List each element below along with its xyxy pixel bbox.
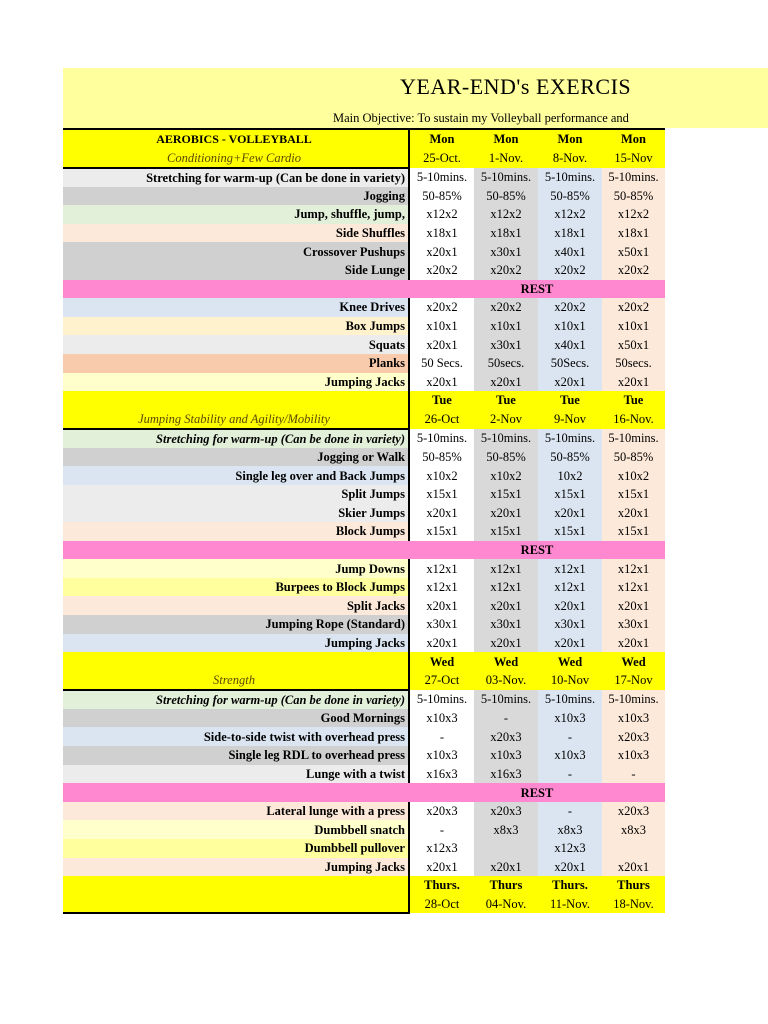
date-label: 27-Oct (409, 671, 474, 690)
table-row (63, 168, 665, 187)
exercise-value: - (474, 709, 538, 728)
day-label: Mon (538, 129, 602, 149)
table-row (63, 578, 665, 597)
exercise-value: x15x1 (538, 485, 602, 504)
date-label: 10-Nov (538, 671, 602, 690)
exercise-value: x30x1 (474, 615, 538, 634)
table-row (63, 765, 665, 784)
exercise-value: x10x3 (602, 709, 665, 728)
exercise-value: x12x1 (474, 578, 538, 597)
exercise-value: x20x2 (538, 298, 602, 317)
exercise-value: x12x1 (538, 559, 602, 578)
date-label: 9-Nov (538, 410, 602, 429)
table-row (63, 298, 665, 317)
exercise-value: - (538, 765, 602, 784)
exercise-name: Squats (63, 335, 409, 354)
date-label: 17-Nov (602, 671, 665, 690)
table-row (63, 727, 665, 746)
section-title (63, 876, 409, 895)
exercise-value: 50-85% (602, 187, 665, 206)
section-subtitle: Conditioning+Few Cardio (63, 149, 409, 168)
section-subheader (63, 671, 665, 690)
exercise-value: 5-10mins. (602, 429, 665, 448)
table-row (63, 709, 665, 728)
table-row (63, 187, 665, 206)
section-title (63, 652, 409, 671)
exercise-value: x20x1 (474, 634, 538, 653)
table-row (63, 466, 665, 485)
exercise-value: x10x2 (602, 466, 665, 485)
exercise-value: x20x2 (538, 261, 602, 280)
table-row (63, 559, 665, 578)
table-row (63, 317, 665, 336)
exercise-value: 50secs. (602, 354, 665, 373)
table-row (63, 242, 665, 261)
exercise-name: Dumbbell pullover (63, 839, 409, 858)
objective-bar (63, 110, 768, 128)
exercise-value: x10x3 (602, 746, 665, 765)
table-row (63, 261, 665, 280)
table-row (63, 596, 665, 615)
day-label: Wed (474, 652, 538, 671)
exercise-value: x50x1 (602, 335, 665, 354)
exercise-value: x15x1 (602, 522, 665, 541)
exercise-value: x50x1 (602, 242, 665, 261)
exercise-value: x12x2 (538, 205, 602, 224)
exercise-value: 5-10mins. (409, 168, 474, 187)
exercise-value: x20x1 (602, 858, 665, 877)
exercise-name: Burpees to Block Jumps (63, 578, 409, 597)
exercise-value: 50secs. (474, 354, 538, 373)
table-row (63, 448, 665, 467)
exercise-value: x15x1 (602, 485, 665, 504)
exercise-value: - (409, 727, 474, 746)
exercise-value: x20x1 (409, 242, 474, 261)
exercise-name: Good Mornings (63, 709, 409, 728)
exercise-name: Block Jumps (63, 522, 409, 541)
exercise-value: x12x1 (538, 578, 602, 597)
exercise-value: x8x3 (538, 820, 602, 839)
sheet-title: YEAR-END's EXERCIS (400, 74, 632, 99)
exercise-value: x20x1 (538, 634, 602, 653)
exercise-name: Single leg RDL to overhead press (63, 746, 409, 765)
exercise-value: 5-10mins. (538, 429, 602, 448)
section-title (63, 391, 409, 410)
exercise-value: x12x3 (538, 839, 602, 858)
exercise-value: x12x1 (602, 578, 665, 597)
exercise-name: Planks (63, 354, 409, 373)
exercise-name: Jumping Jacks (63, 634, 409, 653)
exercise-value: x20x1 (409, 504, 474, 523)
exercise-value: x20x1 (474, 858, 538, 877)
section-subtitle: Strength (63, 671, 409, 690)
exercise-value: x12x2 (409, 205, 474, 224)
section-subheader (63, 149, 665, 168)
day-label: Tue (474, 391, 538, 410)
exercise-value: x8x3 (474, 820, 538, 839)
exercise-value: x12x2 (602, 205, 665, 224)
exercise-value: x16x3 (409, 765, 474, 784)
exercise-value: x20x1 (538, 858, 602, 877)
day-label: Mon (602, 129, 665, 149)
exercise-value: - (538, 802, 602, 821)
exercise-value: x10x3 (538, 709, 602, 728)
exercise-value: 5-10mins. (474, 168, 538, 187)
section-subtitle: Jumping Stability and Agility/Mobility (63, 410, 409, 429)
section-header (63, 876, 665, 895)
table-row (63, 802, 665, 821)
exercise-name: Box Jumps (63, 317, 409, 336)
exercise-value: x20x2 (602, 298, 665, 317)
exercise-value: x18x1 (538, 224, 602, 243)
exercise-value: x10x3 (409, 709, 474, 728)
rest-row (63, 541, 665, 560)
exercise-name: Lateral lunge with a press (63, 802, 409, 821)
exercise-value: x20x3 (409, 802, 474, 821)
exercise-name: Side Lunge (63, 261, 409, 280)
exercise-value: 50Secs. (538, 354, 602, 373)
section-subheader (63, 895, 665, 914)
exercise-value: 5-10mins. (538, 168, 602, 187)
rest-label-cell (63, 280, 409, 299)
section-header (63, 391, 665, 410)
table-row (63, 858, 665, 877)
table-row (63, 820, 665, 839)
day-label: Thurs (474, 876, 538, 895)
section-header (63, 652, 665, 671)
exercise-value: x10x2 (409, 466, 474, 485)
date-label: 2-Nov (474, 410, 538, 429)
exercise-value: 5-10mins. (474, 690, 538, 709)
rest-label: REST (409, 280, 665, 299)
exercise-name: Split Jacks (63, 596, 409, 615)
exercise-value: 50-85% (474, 187, 538, 206)
section-header (63, 129, 665, 149)
exercise-value: 50-85% (538, 448, 602, 467)
exercise-table (63, 128, 665, 914)
section-subheader (63, 410, 665, 429)
table-row (63, 224, 665, 243)
exercise-value: x15x1 (409, 485, 474, 504)
exercise-value: x30x1 (538, 615, 602, 634)
rest-label-cell (63, 541, 409, 560)
table-row (63, 485, 665, 504)
day-label: Wed (409, 652, 474, 671)
exercise-value: x20x1 (474, 373, 538, 392)
table-row (63, 429, 665, 448)
exercise-name: Jogging (63, 187, 409, 206)
day-label: Wed (602, 652, 665, 671)
exercise-name: Jumping Jacks (63, 373, 409, 392)
date-label: 11-Nov. (538, 895, 602, 914)
exercise-value: x20x1 (538, 596, 602, 615)
exercise-value: x20x2 (409, 261, 474, 280)
exercise-value: x20x1 (538, 373, 602, 392)
exercise-value: 5-10mins. (538, 690, 602, 709)
exercise-value: x40x1 (538, 242, 602, 261)
exercise-name: Side Shuffles (63, 224, 409, 243)
exercise-value (602, 839, 665, 858)
exercise-value: 5-10mins. (409, 429, 474, 448)
exercise-value: 50-85% (409, 448, 474, 467)
exercise-value: 50-85% (602, 448, 665, 467)
exercise-value: x20x2 (474, 298, 538, 317)
exercise-value: x20x2 (409, 298, 474, 317)
exercise-value: x20x1 (602, 373, 665, 392)
exercise-value: 50-85% (409, 187, 474, 206)
exercise-value: - (538, 727, 602, 746)
exercise-name: Jumping Jacks (63, 858, 409, 877)
exercise-value: x10x3 (409, 746, 474, 765)
table-row (63, 839, 665, 858)
exercise-value: x20x1 (474, 596, 538, 615)
exercise-value: x12x1 (409, 559, 474, 578)
table-row (63, 746, 665, 765)
exercise-value: x30x1 (474, 242, 538, 261)
exercise-value: 5-10mins. (474, 429, 538, 448)
exercise-value: x16x3 (474, 765, 538, 784)
date-label: 1-Nov. (474, 149, 538, 168)
exercise-value: x20x1 (409, 596, 474, 615)
exercise-value: x30x1 (474, 335, 538, 354)
exercise-name: Jumping Rope (Standard) (63, 615, 409, 634)
day-label: Tue (409, 391, 474, 410)
table-row (63, 690, 665, 709)
date-label: 26-Oct (409, 410, 474, 429)
day-label: Thurs. (409, 876, 474, 895)
exercise-value: x20x1 (602, 504, 665, 523)
exercise-name: Stretching for warm-up (Can be done in variety) (63, 690, 409, 709)
day-label: Thurs (602, 876, 665, 895)
date-label: 28-Oct (409, 895, 474, 914)
exercise-value: 5-10mins. (602, 690, 665, 709)
exercise-value: x8x3 (602, 820, 665, 839)
exercise-value: x20x1 (409, 335, 474, 354)
day-label: Thurs. (538, 876, 602, 895)
exercise-value: x20x1 (409, 634, 474, 653)
exercise-value: - (602, 765, 665, 784)
main-objective: Main Objective: To sustain my Volleyball performance and (333, 111, 629, 125)
exercise-value: x20x3 (474, 727, 538, 746)
exercise-value: x20x3 (602, 802, 665, 821)
exercise-name: Dumbbell snatch (63, 820, 409, 839)
day-label: Mon (474, 129, 538, 149)
exercise-value: 5-10mins. (409, 690, 474, 709)
table-row (63, 504, 665, 523)
rest-label-cell (63, 783, 409, 802)
exercise-value: x15x1 (538, 522, 602, 541)
day-label: Mon (409, 129, 474, 149)
date-label: 8-Nov. (538, 149, 602, 168)
exercise-value: x12x1 (409, 578, 474, 597)
exercise-value: x20x2 (474, 261, 538, 280)
rest-label: REST (409, 541, 665, 560)
exercise-value: x20x2 (602, 261, 665, 280)
exercise-value: x20x3 (474, 802, 538, 821)
exercise-value: x18x1 (474, 224, 538, 243)
rest-label: REST (409, 783, 665, 802)
exercise-value: x20x1 (409, 858, 474, 877)
table-row (63, 205, 665, 224)
exercise-name: Stretching for warm-up (Can be done in variety) (63, 429, 409, 448)
exercise-value: 50 Secs. (409, 354, 474, 373)
day-label: Tue (538, 391, 602, 410)
exercise-name: Split Jumps (63, 485, 409, 504)
table-row (63, 615, 665, 634)
exercise-value: 50-85% (538, 187, 602, 206)
day-label: Tue (602, 391, 665, 410)
exercise-value: 10x2 (538, 466, 602, 485)
exercise-value: x12x3 (409, 839, 474, 858)
exercise-value: x12x1 (602, 559, 665, 578)
spreadsheet (63, 68, 768, 914)
exercise-name: Stretching for warm-up (Can be done in variety) (63, 168, 409, 187)
section-title: AEROBICS - VOLLEYBALL (63, 129, 409, 149)
exercise-value: 50-85% (474, 448, 538, 467)
rest-row (63, 280, 665, 299)
exercise-value: x10x2 (474, 466, 538, 485)
exercise-value: x20x1 (602, 634, 665, 653)
table-row (63, 522, 665, 541)
table-row (63, 373, 665, 392)
exercise-name: Single leg over and Back Jumps (63, 466, 409, 485)
exercise-name: Skier Jumps (63, 504, 409, 523)
exercise-value: x10x3 (538, 746, 602, 765)
exercise-value: x30x1 (602, 615, 665, 634)
exercise-value: x15x1 (409, 522, 474, 541)
exercise-value: x18x1 (602, 224, 665, 243)
rest-row (63, 783, 665, 802)
exercise-value: x20x1 (602, 596, 665, 615)
exercise-value: x20x3 (602, 727, 665, 746)
exercise-name: Jump Downs (63, 559, 409, 578)
exercise-value: x18x1 (409, 224, 474, 243)
title-bar (63, 68, 768, 110)
exercise-value: x12x2 (474, 205, 538, 224)
exercise-value: x10x1 (602, 317, 665, 336)
exercise-value: x12x1 (474, 559, 538, 578)
exercise-value: - (409, 820, 474, 839)
exercise-value: x40x1 (538, 335, 602, 354)
exercise-value: 5-10mins. (602, 168, 665, 187)
exercise-value: x20x1 (409, 373, 474, 392)
exercise-value: x15x1 (474, 522, 538, 541)
exercise-value: x10x3 (474, 746, 538, 765)
date-label: 03-Nov. (474, 671, 538, 690)
section-subtitle (63, 895, 409, 914)
date-label: 15-Nov (602, 149, 665, 168)
exercise-value: x20x1 (474, 504, 538, 523)
exercise-name: Knee Drives (63, 298, 409, 317)
exercise-value: x10x1 (474, 317, 538, 336)
exercise-name: Lunge with a twist (63, 765, 409, 784)
date-label: 18-Nov. (602, 895, 665, 914)
exercise-value: x10x1 (409, 317, 474, 336)
exercise-value: x30x1 (409, 615, 474, 634)
exercise-name: Side-to-side twist with overhead press (63, 727, 409, 746)
exercise-value (474, 839, 538, 858)
exercise-value: x20x1 (538, 504, 602, 523)
exercise-name: Crossover Pushups (63, 242, 409, 261)
exercise-value: x10x1 (538, 317, 602, 336)
date-label: 16-Nov. (602, 410, 665, 429)
table-row (63, 335, 665, 354)
exercise-value: x15x1 (474, 485, 538, 504)
exercise-name: Jump, shuffle, jump, (63, 205, 409, 224)
exercise-name: Jogging or Walk (63, 448, 409, 467)
table-row (63, 354, 665, 373)
date-label: 04-Nov. (474, 895, 538, 914)
table-row (63, 634, 665, 653)
day-label: Wed (538, 652, 602, 671)
date-label: 25-Oct. (409, 149, 474, 168)
